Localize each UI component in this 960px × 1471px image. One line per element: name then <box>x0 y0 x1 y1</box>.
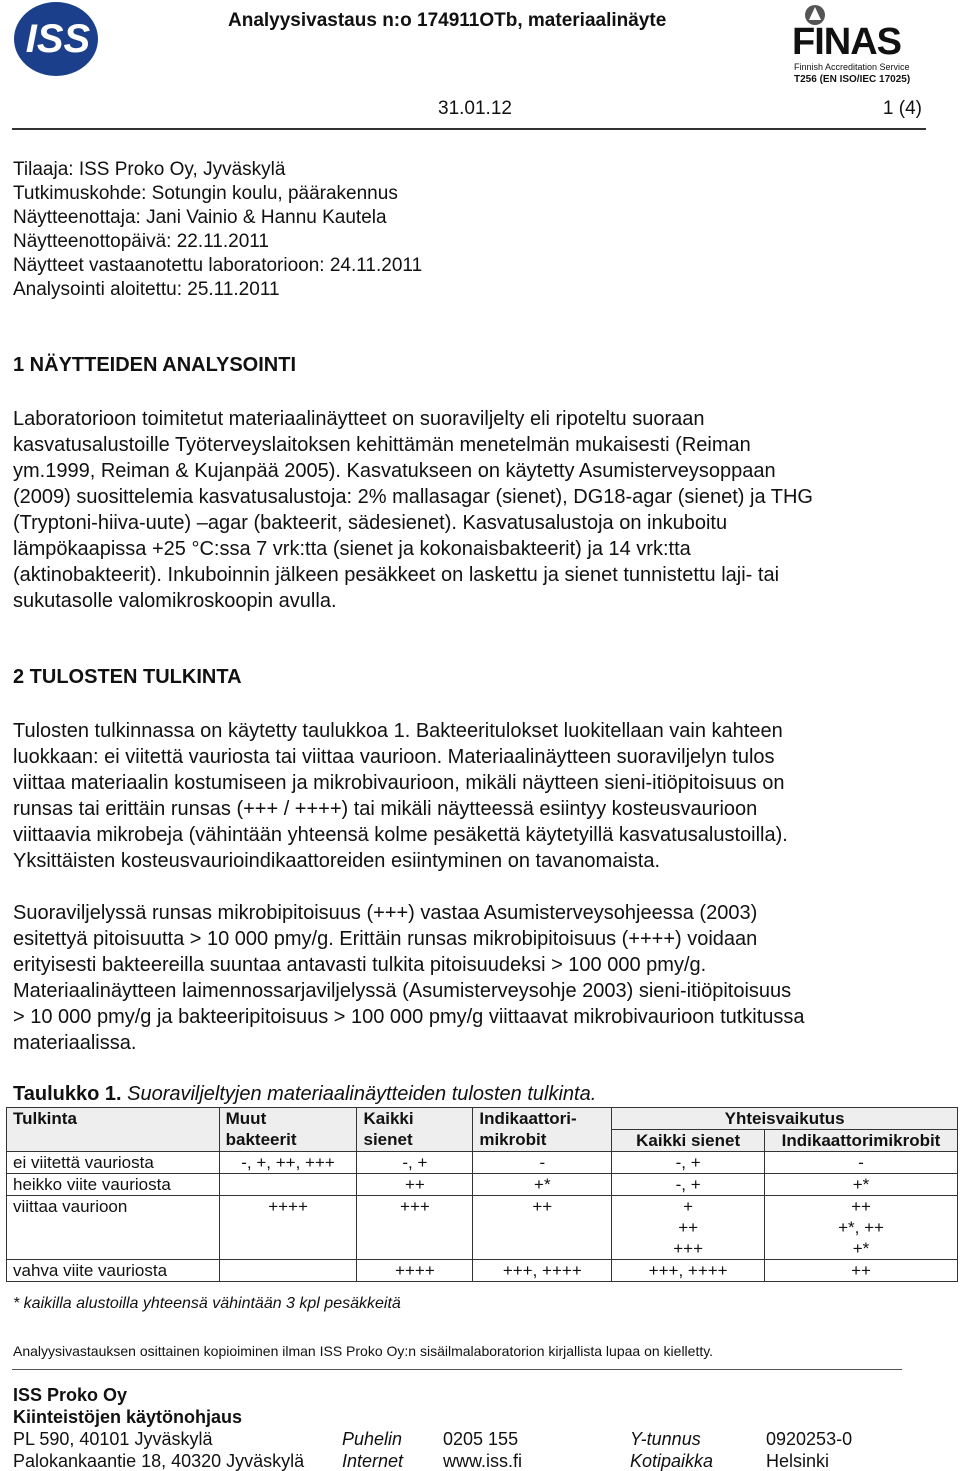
interpretation-table <box>6 1107 958 1282</box>
header-text: sienet <box>363 1130 413 1149</box>
puhelin-label: Puhelin <box>342 1429 403 1449</box>
cell-muut: -, +, ++, +++ <box>219 1152 357 1174</box>
ytunnus-label: Y-tunnus <box>630 1429 701 1449</box>
paragraph-line: lämpökaapissa +25 °C:ssa 7 vrk:tta (sienet ja kokonaisbakteerit) ja 14 vrk:tta <box>13 538 691 560</box>
paragraph-line: materiaalissa. <box>13 1032 137 1054</box>
paragraph-line: (aktinobakteerit). Inkuboinnin jälkeen pesäkkeet on laskettu ja sienet tunnistettu laji- tai <box>13 564 780 586</box>
paragraph-line: > 10 000 pmy/g ja bakteeripitoisuus > 100 000 pmy/g viittaavat mikrobivaurioon tutkitussa <box>13 1006 805 1028</box>
cell-y-sienet: + ++ +++ <box>612 1196 765 1260</box>
cell-ind: +++, ++++ <box>473 1260 612 1282</box>
table-footnote: * kaikilla alustoilla yhteensä vähintään 3 kpl pesäkkeitä <box>13 1295 401 1312</box>
section1-heading: 1 NÄYTTEIDEN ANALYSOINTI <box>13 354 296 376</box>
section2-paragraph-2 <box>13 900 933 1056</box>
internet-value: www.iss.fi <box>443 1451 523 1471</box>
header-text: Kaikki <box>363 1109 414 1128</box>
table-header-row <box>7 1108 958 1130</box>
kotipaikka-label: Kotipaikka <box>630 1451 714 1471</box>
header-muut-bakteerit <box>219 1108 357 1152</box>
paragraph-line: ym.1999, Reiman & Kujanpää 2005). Kasvatukseen on käytetty Asumisterveysoppaan <box>13 460 776 482</box>
finas-standard: T256 (EN ISO/IEC 17025) <box>794 74 911 85</box>
table-row <box>7 1196 958 1260</box>
cell-ind: - <box>473 1152 612 1174</box>
finas-logo <box>790 4 930 86</box>
paragraph-line: Tulosten tulkinnassa on käytetty taulukkoa 1. Bakteeritulokset luokitellaan vain kahteen <box>13 720 783 742</box>
footer-values-contact <box>443 1428 522 1471</box>
cell-y-sienet: -, + <box>612 1174 765 1196</box>
cell-muut <box>219 1260 357 1282</box>
footer-values-company <box>766 1428 852 1471</box>
header-tulkinta: Tulkinta <box>7 1108 220 1152</box>
cell-kaikki: ++++ <box>357 1260 473 1282</box>
header-text: bakteerit <box>225 1130 297 1149</box>
cell-y-sienet: -, + <box>612 1152 765 1174</box>
company-division: Kiinteistöjen käytönohjaus <box>13 1407 243 1427</box>
finas-word: FINAS <box>792 21 901 63</box>
copy-disclaimer: Analyysivastauksen osittainen kopioiminen ilman ISS Proko Oy:n sisäilmalaboratorion kirjallista lupaa on kielletty. <box>13 1343 714 1359</box>
table-caption-number: Taulukko 1. <box>13 1083 122 1105</box>
table-row <box>7 1260 958 1282</box>
paragraph-line: Laboratorioon toimitetut materiaalinäytteet on suoraviljelty eli ripoteltu suoraan <box>13 408 705 430</box>
paragraph-line: Materiaalinäytteen laimennossarjaviljelyssä (Asumisterveysohje 2003) sieni-itiöpitoisuus <box>13 980 792 1002</box>
header-text: Muut <box>225 1109 267 1128</box>
meta-line: Tutkimuskohde: Sotungin koulu, päärakennus <box>13 183 398 204</box>
cell-muut: ++++ <box>219 1196 357 1260</box>
footer-divider <box>12 1369 902 1370</box>
paragraph-line: (Tryptoni-hiiva-uute) –agar (bakteerit, sädesienet). Kasvatusalustoja on inkuboitu <box>13 512 728 534</box>
address-line: Palokankaantie 18, 40320 Jyväskylä <box>13 1451 305 1471</box>
ytunnus-value: 0920253-0 <box>766 1429 853 1449</box>
iss-logo-text: ISS <box>25 17 91 61</box>
kotipaikka-value: Helsinki <box>766 1451 830 1471</box>
meta-line: Tilaaja: ISS Proko Oy, Jyväskylä <box>13 159 286 180</box>
cell-tulkinta: vahva viite vauriosta <box>7 1260 220 1282</box>
paragraph-line: kasvatusalustoille Työterveyslaitoksen kehittämän menetelmän mukaisesti (Reiman <box>13 434 751 456</box>
cell-ind: ++ <box>473 1196 612 1260</box>
document-title: Analyysivastaus n:o 174911OTb, materiaalinäyte <box>228 10 667 31</box>
finas-subtitle: Finnish Accreditation Service <box>794 62 910 72</box>
table-caption <box>13 1083 596 1106</box>
paragraph-line: runsas tai erittäin runsas (+++ / ++++) tai mikäli näytteessä esiintyy kosteusvaurioon <box>13 798 758 820</box>
header-kaikki-sienet <box>357 1108 473 1152</box>
sample-metadata <box>13 158 422 302</box>
cell-y-ind: ++ <box>765 1260 958 1282</box>
table-row <box>7 1174 958 1196</box>
footer-labels-company <box>630 1428 713 1471</box>
header-divider <box>12 128 926 130</box>
table-row <box>7 1152 958 1174</box>
cell-kaikki: -, + <box>357 1152 473 1174</box>
cell-tulkinta: heikko viite vauriosta <box>7 1174 220 1196</box>
paragraph-line: viittaa materiaalin kostumiseen ja mikrobivaurioon, mikäli näytteen sieni-itiöpitoisuus on <box>13 772 785 794</box>
meta-line: Näytteenottopäivä: 22.11.2011 <box>13 231 269 252</box>
header-text: Indikaattori- <box>479 1109 577 1128</box>
document-date: 31.01.12 <box>438 98 512 119</box>
table-caption-text: Suoraviljeltyjen materiaalinäytteiden tulosten tulkinta. <box>127 1083 597 1105</box>
internet-label: Internet <box>342 1451 404 1471</box>
paragraph-line: erityisesti bakteereilla suuntaa antavasti tulkita pitoisuudeksi > 100 000 pmy/g. <box>13 954 707 976</box>
footer-labels-contact <box>342 1428 403 1471</box>
meta-line: Näytteenottaja: Jani Vainio & Hannu Kautela <box>13 207 387 228</box>
paragraph-line: Suoraviljelyssä runsas mikrobipitoisuus (+++) vastaa Asumisterveysohjeessa (2003) <box>13 902 758 924</box>
paragraph-line: esitettyä pitoisuutta > 10 000 pmy/g. Erittäin runsas mikrobipitoisuus (++++) voidaan <box>13 928 758 950</box>
meta-line: Analysointi aloitettu: 25.11.2011 <box>13 279 280 300</box>
cell-ind: +* <box>473 1174 612 1196</box>
cell-y-ind: - <box>765 1152 958 1174</box>
footer-company <box>13 1384 304 1471</box>
cell-muut <box>219 1174 357 1196</box>
address-line: PL 590, 40101 Jyväskylä <box>13 1429 213 1449</box>
meta-line: Näytteet vastaanotettu laboratorioon: 24.11.2011 <box>13 255 423 276</box>
section2-heading: 2 TULOSTEN TULKINTA <box>13 666 242 688</box>
cell-tulkinta: viittaa vaurioon <box>7 1196 220 1260</box>
header-indikaattorimikrobit <box>473 1108 612 1152</box>
header-yhteis-indikaattori: Indikaattorimikrobit <box>765 1130 958 1152</box>
header-text: mikrobit <box>479 1130 547 1149</box>
paragraph-line: luokkaan: ei viitettä vauriosta tai viittaa vaurioon. Materiaalinäytteen suoraviljelyn tulos <box>13 746 775 768</box>
paragraph-line: viittaavia mikrobeja (vähintään yhteensä kolme pesäkettä käytetyillä kasvatusalustoilla). <box>13 824 788 846</box>
company-name: ISS Proko Oy <box>13 1385 128 1405</box>
paragraph-line: Yksittäisten kosteusvaurioindikaattoreiden esiintyminen on tavanomaista. <box>13 850 661 872</box>
cell-kaikki: +++ <box>357 1196 473 1260</box>
section1-paragraph <box>13 406 933 614</box>
cell-y-sienet: +++, ++++ <box>612 1260 765 1282</box>
iss-logo <box>14 2 98 76</box>
header-yhteis-sienet: Kaikki sienet <box>612 1130 765 1152</box>
page-number: 1 (4) <box>882 98 922 119</box>
cell-y-ind: ++ +*, ++ +* <box>765 1196 958 1260</box>
cell-tulkinta: ei viitettä vauriosta <box>7 1152 220 1174</box>
section2-paragraph-1 <box>13 718 933 874</box>
cell-y-ind: +* <box>765 1174 958 1196</box>
paragraph-line: sukutasolle valomikroskoopin avulla. <box>13 590 337 612</box>
cell-kaikki: ++ <box>357 1174 473 1196</box>
paragraph-line: (2009) suosittelemia kasvatusalustoja: 2% mallasagar (sienet), DG18-agar (sienet) ja THG <box>13 486 813 508</box>
puhelin-value: 0205 155 <box>443 1429 519 1449</box>
header-yhteisvaikutus: Yhteisvaikutus <box>612 1108 958 1130</box>
